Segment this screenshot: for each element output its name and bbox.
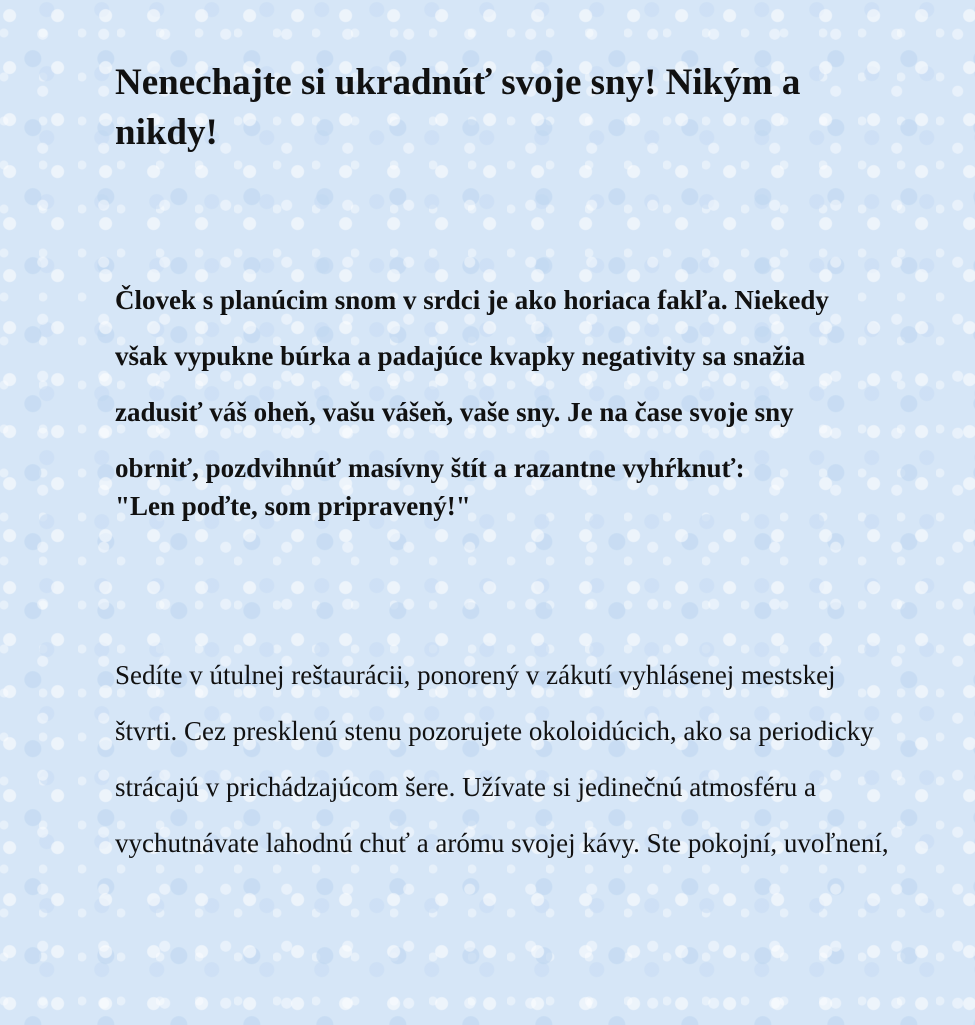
body-paragraph: Sedíte v útulnej reštaurácii, ponorený v zákutí vyhlásenej mestskej štvrti. Cez presklenú stenu pozorujete okoloidúcich, ako sa periodicky strácajú v prichádzajúcom šere. Užívate si jedinečnú atmosféru a vychutnávate lahodnú chuť a arómu svojej kávy. Ste pokojní, uvoľnení, [115,660,889,858]
lead-paragraph: Človek s planúcim snom v srdci je ako horiaca fakľa. Niekedy však vypukne búrka a padajúce kvapky negativity sa snažia zadusiť váš oheň, vašu vášeň, vaše sny. Je na čase svoje sny obrniť, pozdvihnúť masívny štít a razantne vyhŕknuť: [115,285,829,483]
article-lead [115,272,875,522]
article [115,58,895,871]
lead-quote: "Len poďte, som pripravený!" [115,491,471,521]
article-title: Nenechajte si ukradnúť svoje sny! Nikým a nikdy! [115,62,801,153]
article-body [115,647,895,871]
